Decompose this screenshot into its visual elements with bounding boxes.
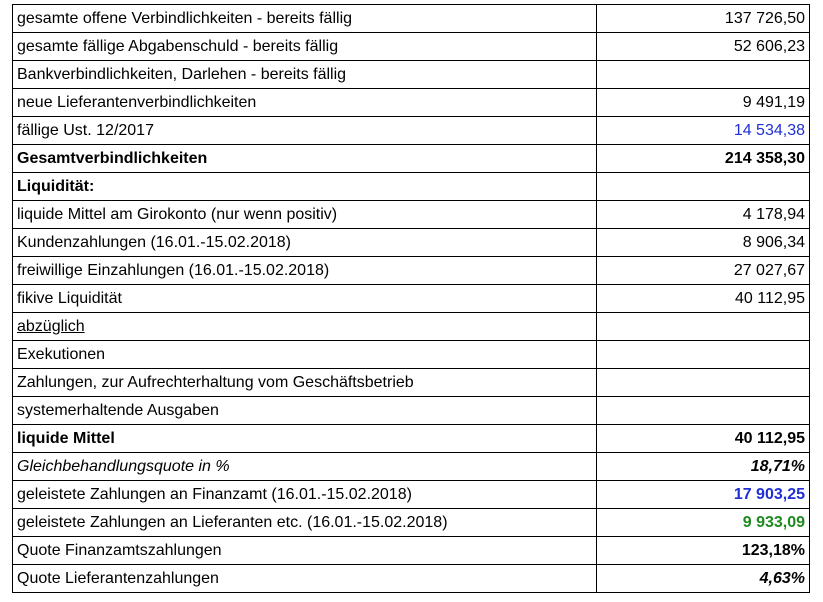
row-value[interactable]: 9 491,19 <box>596 89 809 117</box>
row-label[interactable]: Bankverbindlichkeiten, Darlehen - bereits fällig <box>13 61 597 89</box>
row-value[interactable]: 4 178,94 <box>596 201 809 229</box>
row-label[interactable]: liquide Mittel <box>13 425 597 453</box>
row-label[interactable]: Gesamtverbindlichkeiten <box>13 145 597 173</box>
row-value[interactable] <box>596 341 809 369</box>
table-row-total <box>13 425 810 453</box>
row-value[interactable]: 214 358,30 <box>596 145 809 173</box>
row-value[interactable]: 52 606,23 <box>596 33 809 61</box>
table-row <box>13 257 810 285</box>
table-row <box>13 33 810 61</box>
row-value[interactable] <box>596 173 809 201</box>
row-value[interactable] <box>596 61 809 89</box>
row-value[interactable]: 17 903,25 <box>596 481 809 509</box>
row-label[interactable]: freiwillige Einzahlungen (16.01.-15.02.2018) <box>13 257 597 285</box>
row-label[interactable]: geleistete Zahlungen an Lieferanten etc. (16.01.-15.02.2018) <box>13 509 597 537</box>
row-label[interactable]: fikive Liquidität <box>13 285 597 313</box>
row-value[interactable]: 4,63% <box>596 565 809 593</box>
row-label[interactable]: abzüglich <box>13 313 597 341</box>
table-row-total <box>13 145 810 173</box>
row-value[interactable] <box>596 397 809 425</box>
row-label[interactable]: gesamte offene Verbindlichkeiten - bereits fällig <box>13 5 597 33</box>
row-value[interactable]: 8 906,34 <box>596 229 809 257</box>
table-row <box>13 537 810 565</box>
table-row <box>13 61 810 89</box>
table-row <box>13 481 810 509</box>
row-value[interactable]: 40 112,95 <box>596 425 809 453</box>
row-value[interactable]: 40 112,95 <box>596 285 809 313</box>
table-row <box>13 5 810 33</box>
row-label[interactable]: neue Lieferantenverbindlichkeiten <box>13 89 597 117</box>
row-value[interactable] <box>596 369 809 397</box>
row-label[interactable]: Quote Finanzamtszahlungen <box>13 537 597 565</box>
table-row <box>13 201 810 229</box>
row-label[interactable]: gesamte fällige Abgabenschuld - bereits fällig <box>13 33 597 61</box>
table-row <box>13 285 810 313</box>
table-row <box>13 89 810 117</box>
table-row-section <box>13 173 810 201</box>
section-heading[interactable]: Liquidität: <box>13 173 597 201</box>
row-value[interactable]: 123,18% <box>596 537 809 565</box>
table-row <box>13 453 810 481</box>
row-label[interactable]: Exekutionen <box>13 341 597 369</box>
row-value[interactable] <box>596 313 809 341</box>
row-label[interactable]: Quote Lieferantenzahlungen <box>13 565 597 593</box>
row-value[interactable]: 14 534,38 <box>596 117 809 145</box>
row-value[interactable]: 27 027,67 <box>596 257 809 285</box>
table-row <box>13 117 810 145</box>
table-row <box>13 397 810 425</box>
row-label[interactable]: liquide Mittel am Girokonto (nur wenn positiv) <box>13 201 597 229</box>
row-label[interactable]: systemerhaltende Ausgaben <box>13 397 597 425</box>
row-label[interactable]: fällige Ust. 12/2017 <box>13 117 597 145</box>
table-row <box>13 369 810 397</box>
row-label[interactable]: Kundenzahlungen (16.01.-15.02.2018) <box>13 229 597 257</box>
row-value[interactable]: 137 726,50 <box>596 5 809 33</box>
table-row <box>13 565 810 593</box>
row-value[interactable]: 9 933,09 <box>596 509 809 537</box>
row-label[interactable]: Zahlungen, zur Aufrechterhaltung vom Geschäftsbetrieb <box>13 369 597 397</box>
row-label[interactable]: Gleichbehandlungsquote in % <box>13 453 597 481</box>
row-label[interactable]: geleistete Zahlungen an Finanzamt (16.01.-15.02.2018) <box>13 481 597 509</box>
liquidity-table <box>12 4 810 593</box>
table-row <box>13 509 810 537</box>
row-value[interactable]: 18,71% <box>596 453 809 481</box>
table-row <box>13 341 810 369</box>
table-row <box>13 313 810 341</box>
table-row <box>13 229 810 257</box>
